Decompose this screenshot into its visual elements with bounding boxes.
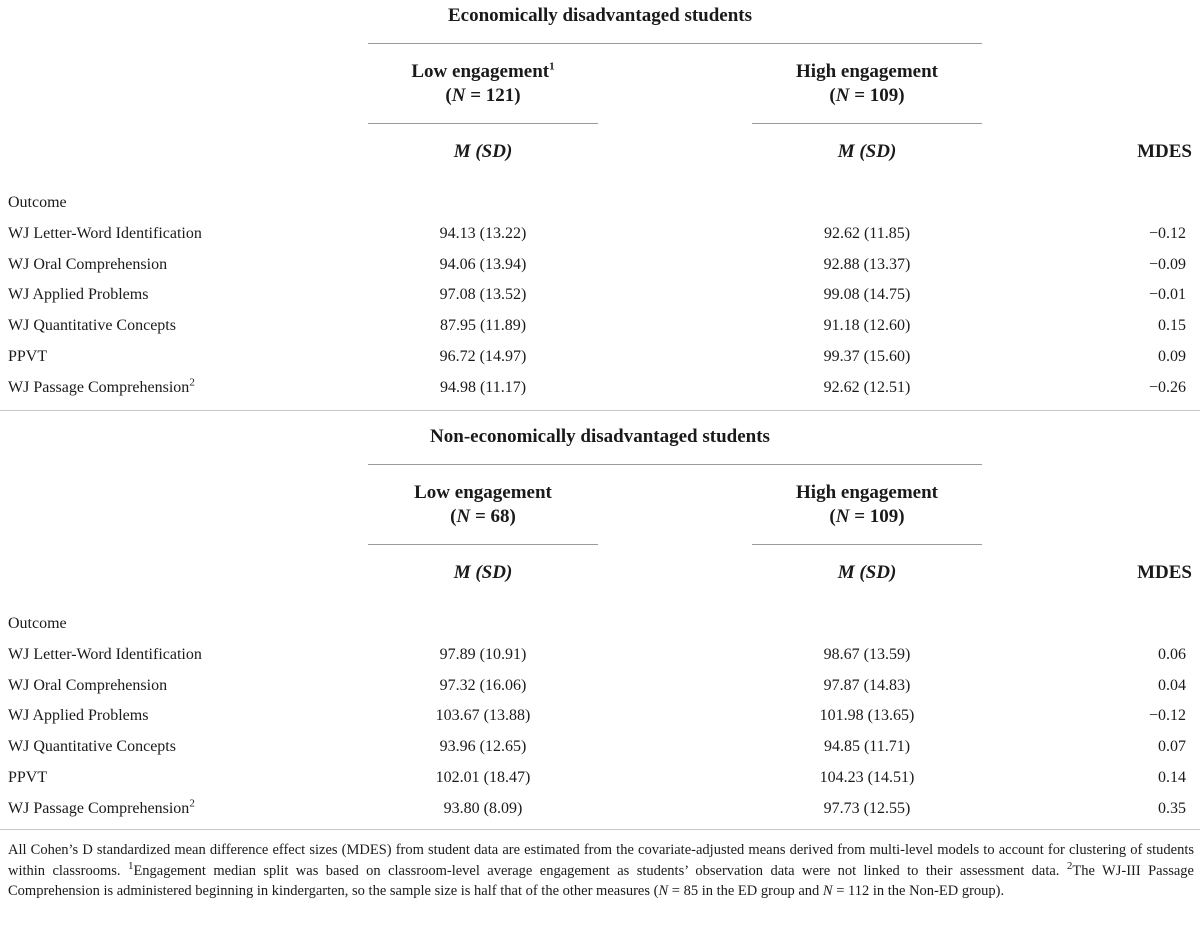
stat-header-high: M (SD) xyxy=(837,562,897,583)
low-engagement-value: 102.01 (18.47) xyxy=(435,769,531,786)
divider xyxy=(368,464,982,465)
divider xyxy=(368,544,598,545)
high-engagement-value: 94.85 (11.71) xyxy=(823,738,911,755)
high-engagement-value: 104.23 (14.51) xyxy=(819,769,915,786)
outcome-name: WJ Quantitative Concepts xyxy=(8,317,176,334)
outcome-name: PPVT xyxy=(8,348,48,365)
low-engagement-header: Low engagement (N = 68) xyxy=(414,482,552,527)
outcome-name: WJ Letter-Word Identification xyxy=(8,646,202,663)
mdes-value: 0.07 xyxy=(1158,738,1186,755)
outcome-label: Outcome xyxy=(8,194,67,211)
mdes-header: MDES xyxy=(1137,562,1192,583)
section-divider xyxy=(0,410,1200,411)
outcome-label: Outcome xyxy=(8,615,67,632)
mdes-value: 0.14 xyxy=(1158,769,1186,786)
outcome-name: WJ Letter-Word Identification xyxy=(8,225,202,242)
mdes-value: 0.15 xyxy=(1158,317,1186,334)
high-engagement-header: High engagement (N = 109) xyxy=(796,61,938,106)
mdes-value: −0.12 xyxy=(1148,707,1186,724)
high-engagement-header: High engagement (N = 109) xyxy=(796,482,938,527)
low-engagement-value: 97.89 (10.91) xyxy=(439,646,527,663)
low-engagement-value: 94.13 (13.22) xyxy=(439,225,527,242)
high-engagement-value: 101.98 (13.65) xyxy=(819,707,915,724)
low-engagement-value: 94.98 (11.17) xyxy=(439,379,527,396)
mdes-value: 0.35 xyxy=(1158,800,1186,817)
divider xyxy=(368,43,982,44)
outcome-name: WJ Quantitative Concepts xyxy=(8,738,176,755)
high-engagement-value: 97.87 (14.83) xyxy=(823,677,911,694)
outcome-name: WJ Oral Comprehension xyxy=(8,677,168,694)
low-engagement-value: 96.72 (14.97) xyxy=(439,348,527,365)
outcome-name: WJ Applied Problems xyxy=(8,286,149,303)
low-engagement-value: 87.95 (11.89) xyxy=(439,317,527,334)
mdes-value: −0.09 xyxy=(1148,256,1186,273)
high-engagement-value: 92.62 (12.51) xyxy=(823,379,911,396)
outcome-name: WJ Oral Comprehension xyxy=(8,256,168,273)
low-engagement-value: 97.32 (16.06) xyxy=(439,677,527,694)
high-engagement-value: 97.73 (12.55) xyxy=(823,800,911,817)
divider xyxy=(368,123,598,124)
high-engagement-value: 98.67 (13.59) xyxy=(823,646,911,663)
low-engagement-value: 93.96 (12.65) xyxy=(439,738,527,755)
high-engagement-value: 99.08 (14.75) xyxy=(823,286,911,303)
divider xyxy=(752,123,982,124)
low-engagement-value: 103.67 (13.88) xyxy=(435,707,531,724)
high-engagement-value: 99.37 (15.60) xyxy=(823,348,911,365)
mdes-value: −0.01 xyxy=(1148,286,1186,303)
outcome-name: WJ Passage Comprehension$^2$ xyxy=(8,797,195,817)
stat-header-high: M (SD) xyxy=(837,141,897,162)
stat-header-low: M (SD) xyxy=(453,141,513,162)
mdes-value: 0.06 xyxy=(1158,646,1186,663)
low-engagement-value: 93.80 (8.09) xyxy=(443,800,523,817)
mdes-value: 0.04 xyxy=(1158,677,1186,694)
high-engagement-value: 92.88 (13.37) xyxy=(823,256,911,273)
divider xyxy=(752,544,982,545)
low-engagement-value: 94.06 (13.94) xyxy=(439,256,527,273)
outcome-name: WJ Applied Problems xyxy=(8,707,149,724)
section-divider xyxy=(0,829,1200,830)
low-engagement-header: Low engagement$^1$ (N = 121) xyxy=(411,60,555,106)
table-footnote: All Cohen’s D standardized mean difference effect sizes (MDES) from student data are estimated from the covariate-adjusted means derived from multi-level models to account for clustering of students within classrooms. $^1$Engagement median split was based on classroom-level average engagement as students’ observation data were not linked to their assessment data. $^2$The WJ-III Passage Comprehension is administered beginning in kindergarten, so the sample size is half that of the other measures (N = 85 in the ED group and N = 112 in the Non-ED group). xyxy=(8,842,1194,899)
mdes-value: −0.26 xyxy=(1148,379,1186,396)
section-title-non-ed: Non-economically disadvantaged students xyxy=(430,426,770,447)
section-title-ed: Economically disadvantaged students xyxy=(447,5,753,26)
high-engagement-value: 92.62 (11.85) xyxy=(823,225,911,242)
mdes-value: 0.09 xyxy=(1158,348,1186,365)
mdes-value: −0.12 xyxy=(1148,225,1186,242)
mdes-header: MDES xyxy=(1137,141,1192,162)
stat-header-low: M (SD) xyxy=(453,562,513,583)
outcome-name: PPVT xyxy=(8,769,48,786)
outcome-name: WJ Passage Comprehension$^2$ xyxy=(8,376,195,396)
low-engagement-value: 97.08 (13.52) xyxy=(439,286,527,303)
high-engagement-value: 91.18 (12.60) xyxy=(823,317,911,334)
